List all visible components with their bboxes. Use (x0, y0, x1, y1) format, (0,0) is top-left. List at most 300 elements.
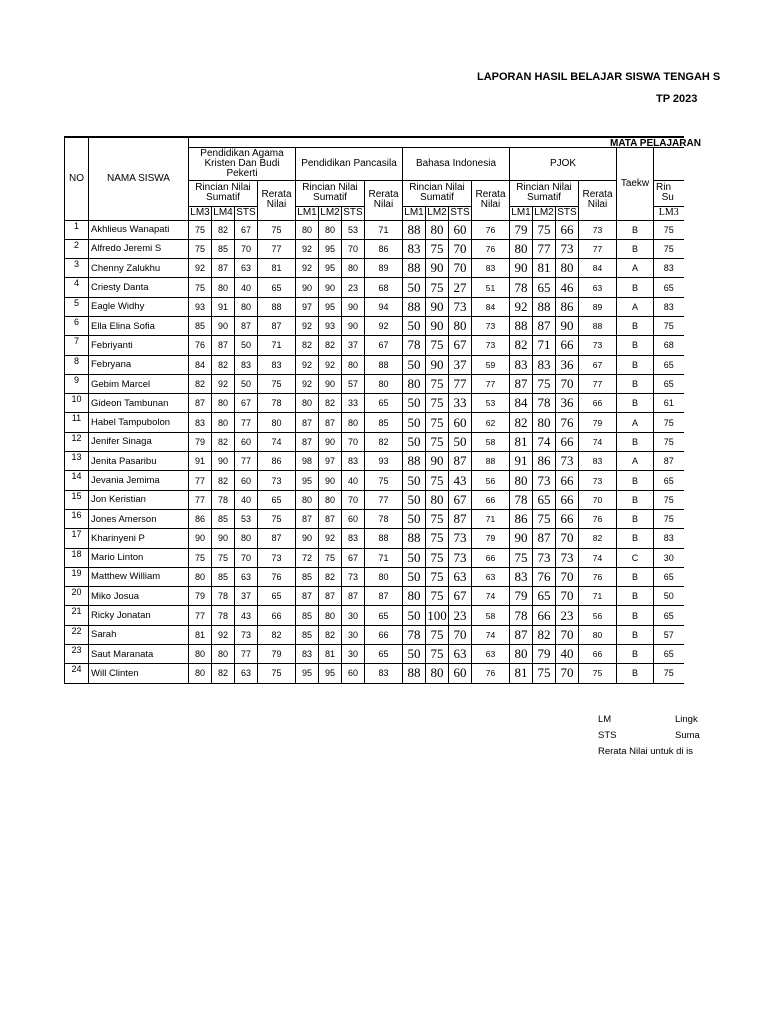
table-row (65, 548, 684, 567)
grade-cell: 73 (342, 567, 365, 586)
table-row (65, 394, 684, 413)
grade-cell: 71 (533, 336, 556, 355)
grade-cell: 71 (258, 336, 296, 355)
student-name: Jon Keristian (89, 490, 189, 509)
grade-cell: 70 (235, 548, 258, 567)
grade-cell: 77 (258, 239, 296, 258)
row-number: 8 (65, 355, 89, 374)
grade-cell: 43 (449, 471, 472, 490)
grade-cell: 76 (556, 413, 579, 432)
subject-bahasa-indonesia: Bahasa Indonesia (403, 147, 510, 180)
grade-cell: B (617, 239, 654, 258)
grade-cell: 37 (342, 336, 365, 355)
grade-cell: 76 (579, 509, 617, 528)
grade-cell: 87 (296, 509, 319, 528)
grade-cell: 85 (296, 606, 319, 625)
grade-cell: 90 (319, 432, 342, 451)
grade-cell: 63 (472, 567, 510, 586)
table-row (65, 567, 684, 586)
grade-cell: 83 (296, 645, 319, 664)
grade-cell: 87 (319, 413, 342, 432)
grade-cell: 91 (510, 452, 533, 471)
grade-cell: 65 (365, 606, 403, 625)
sub-lm1-pjok: LM1 (511, 207, 531, 218)
grade-cell: 80 (212, 645, 235, 664)
grade-cell: 82 (510, 336, 533, 355)
grade-cell: 58 (472, 606, 510, 625)
grade-cell: 66 (579, 394, 617, 413)
grade-cell: 40 (235, 490, 258, 509)
grade-cell: 76 (579, 567, 617, 586)
grade-cell: 66 (533, 606, 556, 625)
grade-cell: 71 (365, 548, 403, 567)
student-name: Habel Tampubolon (89, 413, 189, 432)
row-number: 23 (65, 645, 89, 664)
grade-cell: 90 (556, 316, 579, 335)
grade-cell: 81 (510, 664, 533, 683)
grade-cell: 65 (654, 374, 684, 393)
rincian-cut: Rin Su (654, 180, 684, 206)
grade-cell: 65 (654, 606, 684, 625)
student-name: Matthew William (89, 567, 189, 586)
grade-cell: 75 (533, 220, 556, 239)
grade-cell: 75 (533, 509, 556, 528)
grade-cell: 75 (654, 490, 684, 509)
grade-cell: 87 (189, 394, 212, 413)
grade-cell: 77 (579, 374, 617, 393)
grade-cell: 73 (533, 548, 556, 567)
grade-cell: 80 (365, 374, 403, 393)
grade-cell: 50 (403, 413, 426, 432)
table-row (65, 259, 684, 278)
grade-cell: 79 (472, 529, 510, 548)
grade-cell: 78 (212, 490, 235, 509)
grade-cell: 87 (296, 587, 319, 606)
grade-cell: 50 (403, 567, 426, 586)
grade-cell: 72 (296, 548, 319, 567)
grade-cell: 85 (189, 316, 212, 335)
row-number: 19 (65, 567, 89, 586)
grade-cell: 74 (472, 587, 510, 606)
grade-cell: 70 (342, 239, 365, 258)
grade-cell: 75 (426, 587, 449, 606)
grade-cell: 88 (403, 259, 426, 278)
grade-cell: 90 (426, 297, 449, 316)
grade-cell: 60 (342, 664, 365, 683)
grade-cell: 85 (365, 413, 403, 432)
grade-cell: 92 (296, 259, 319, 278)
grade-cell: 85 (212, 239, 235, 258)
grade-cell: 80 (296, 394, 319, 413)
table-row (65, 452, 684, 471)
grade-cell: 80 (258, 413, 296, 432)
grade-cell: 88 (403, 452, 426, 471)
grade-cell: 70 (556, 529, 579, 548)
grade-cell: 90 (426, 355, 449, 374)
grade-cell: 77 (579, 239, 617, 258)
grade-cell: 82 (258, 625, 296, 644)
student-name: Akhlieus Wanapati (89, 220, 189, 239)
row-number: 18 (65, 548, 89, 567)
grade-cell: 66 (258, 606, 296, 625)
grade-cell: 74 (579, 548, 617, 567)
grade-cell: 75 (654, 413, 684, 432)
grade-cell: 88 (510, 316, 533, 335)
grade-cell: 75 (189, 548, 212, 567)
sub-lm1-bahasa: LM1 (404, 207, 424, 218)
grade-cell: 77 (235, 645, 258, 664)
grade-cell: 60 (449, 664, 472, 683)
grade-cell: 67 (235, 394, 258, 413)
grade-cell: B (617, 374, 654, 393)
student-name: Jevania Jemima (89, 471, 189, 490)
grade-cell: 82 (212, 432, 235, 451)
grade-cell: 79 (533, 645, 556, 664)
grade-cell: 90 (212, 452, 235, 471)
grade-cell: 63 (235, 259, 258, 278)
row-number: 21 (65, 606, 89, 625)
grade-cell: 87 (449, 509, 472, 528)
grade-cell: B (617, 606, 654, 625)
grades-body (65, 220, 684, 683)
grade-cell: 53 (472, 394, 510, 413)
grade-cell: 59 (472, 355, 510, 374)
student-name: Febryana (89, 355, 189, 374)
grade-cell: 75 (426, 278, 449, 297)
grade-cell: 92 (296, 316, 319, 335)
grade-cell: 87 (258, 316, 296, 335)
grade-cell: 87 (212, 259, 235, 278)
grade-cell: 80 (533, 413, 556, 432)
grade-cell: 83 (403, 239, 426, 258)
grade-cell: 66 (556, 509, 579, 528)
grade-cell: 81 (189, 625, 212, 644)
grade-cell: 87 (319, 587, 342, 606)
grade-cell: 91 (212, 297, 235, 316)
grade-cell: 90 (342, 316, 365, 335)
rincian-agama: Rincian Nilai Sumatif (189, 180, 258, 206)
grade-cell: B (617, 336, 654, 355)
student-name: Kharinyeni P (89, 529, 189, 548)
grade-cell: 94 (365, 297, 403, 316)
grade-cell: 80 (342, 355, 365, 374)
grade-cell: 37 (449, 355, 472, 374)
grade-cell: 80 (449, 316, 472, 335)
grade-cell: 92 (319, 355, 342, 374)
grade-cell: 83 (510, 567, 533, 586)
grade-cell: 86 (510, 509, 533, 528)
grade-cell: 65 (654, 567, 684, 586)
grade-cell: 92 (296, 239, 319, 258)
grade-cell: B (617, 278, 654, 297)
row-number: 17 (65, 529, 89, 548)
grade-cell: 65 (533, 278, 556, 297)
grade-cell: 50 (403, 490, 426, 509)
grade-cell: 80 (426, 664, 449, 683)
grade-cell: 36 (556, 394, 579, 413)
grade-cell: 93 (365, 452, 403, 471)
grade-cell: 50 (403, 606, 426, 625)
header-no: NO (65, 137, 89, 220)
row-number: 11 (65, 413, 89, 432)
grade-cell: 71 (579, 587, 617, 606)
grade-cell: B (617, 316, 654, 335)
grade-cell: 27 (449, 278, 472, 297)
grade-cell: 85 (212, 509, 235, 528)
grade-cell: 90 (296, 278, 319, 297)
grade-cell: 71 (365, 220, 403, 239)
table-row (65, 432, 684, 451)
grade-cell: 83 (472, 259, 510, 278)
grade-cell: 90 (296, 529, 319, 548)
rerata-agama: Rerata Nilai (258, 180, 296, 220)
grade-cell: 82 (189, 374, 212, 393)
grade-cell: 84 (579, 259, 617, 278)
grade-cell: 77 (365, 490, 403, 509)
student-name: Eagle Widhy (89, 297, 189, 316)
grade-cell: 74 (258, 432, 296, 451)
grade-cell: 30 (342, 625, 365, 644)
row-number: 4 (65, 278, 89, 297)
grade-cell: 82 (319, 336, 342, 355)
grade-cell: 75 (426, 471, 449, 490)
grade-cell: 88 (258, 297, 296, 316)
grade-cell: 75 (426, 413, 449, 432)
grade-cell: 86 (556, 297, 579, 316)
grade-cell: 87 (449, 452, 472, 471)
grade-cell: 73 (449, 548, 472, 567)
grade-cell: 68 (365, 278, 403, 297)
rincian-pancasila: Rincian Nilai Sumatif (296, 180, 365, 206)
grade-cell: 80 (403, 374, 426, 393)
grade-cell: 81 (510, 432, 533, 451)
grade-cell: 79 (510, 587, 533, 606)
row-number: 12 (65, 432, 89, 451)
grade-cell: 73 (449, 529, 472, 548)
grade-cell: 75 (533, 374, 556, 393)
grade-cell: 90 (319, 471, 342, 490)
grade-cell: 78 (403, 625, 426, 644)
row-number: 20 (65, 587, 89, 606)
grade-cell: 73 (556, 548, 579, 567)
table-row (65, 316, 684, 335)
grade-cell: 65 (258, 587, 296, 606)
grade-cell: 73 (579, 471, 617, 490)
grade-cell: B (617, 567, 654, 586)
grade-cell: 73 (472, 316, 510, 335)
table-row (65, 278, 684, 297)
grade-cell: 75 (365, 471, 403, 490)
grade-cell: 70 (579, 490, 617, 509)
grade-cell: 75 (258, 509, 296, 528)
grade-cell: 23 (342, 278, 365, 297)
grade-cell: 86 (189, 509, 212, 528)
grade-cell: A (617, 413, 654, 432)
grade-cell: 90 (319, 374, 342, 393)
grade-cell: 95 (296, 471, 319, 490)
rincian-bahasa: Rincian Nilai Sumatif (403, 180, 472, 206)
grade-cell: B (617, 355, 654, 374)
subject-pjok: PJOK (510, 147, 617, 180)
grade-cell: 66 (365, 625, 403, 644)
grade-cell: 75 (426, 394, 449, 413)
grade-cell: 75 (426, 509, 449, 528)
grade-cell: 80 (296, 220, 319, 239)
grade-cell: 78 (212, 606, 235, 625)
grade-cell: 85 (296, 567, 319, 586)
grade-cell: 56 (579, 606, 617, 625)
sub-sts-agama: STS (236, 207, 256, 218)
grade-cell: 50 (403, 316, 426, 335)
grade-cell: 84 (189, 355, 212, 374)
row-number: 14 (65, 471, 89, 490)
note-rerata: Rerata Nilai untuk di is (598, 746, 694, 757)
grade-cell: 90 (342, 297, 365, 316)
grade-cell: 57 (342, 374, 365, 393)
grade-cell: 80 (189, 567, 212, 586)
grade-cell: 83 (654, 259, 684, 278)
grade-cell: 66 (556, 471, 579, 490)
grade-cell: 75 (426, 567, 449, 586)
grade-cell: 80 (510, 645, 533, 664)
grade-cell: 83 (342, 452, 365, 471)
grade-cell: 75 (189, 278, 212, 297)
grade-cell: 78 (533, 394, 556, 413)
grade-cell: 90 (212, 316, 235, 335)
grade-cell: 77 (189, 490, 212, 509)
grade-cell: 80 (510, 239, 533, 258)
grade-cell: 80 (235, 529, 258, 548)
grade-cell: 66 (472, 548, 510, 567)
grade-cell: 87 (296, 432, 319, 451)
grade-cell: 79 (510, 220, 533, 239)
grade-cell: 23 (556, 606, 579, 625)
grade-cell: 80 (235, 297, 258, 316)
grade-cell: 65 (533, 490, 556, 509)
note-sts-key: STS (598, 730, 617, 741)
grade-cell: 50 (403, 509, 426, 528)
grade-cell: 87 (365, 587, 403, 606)
grade-cell: 93 (319, 316, 342, 335)
row-number: 24 (65, 664, 89, 683)
grade-cell: 73 (556, 239, 579, 258)
grade-cell: 90 (426, 452, 449, 471)
grade-cell: 88 (472, 452, 510, 471)
grade-cell: 70 (556, 567, 579, 586)
grade-cell: 83 (189, 413, 212, 432)
sub-lm3-agama: LM3 (190, 207, 210, 218)
grade-cell: 81 (533, 259, 556, 278)
grade-cell: 83 (654, 529, 684, 548)
grade-cell: 73 (579, 336, 617, 355)
grade-cell: 80 (426, 220, 449, 239)
grade-cell: 75 (654, 220, 684, 239)
sub-lm2-bahasa: LM2 (427, 207, 447, 218)
grade-cell: 65 (654, 355, 684, 374)
grade-cell: 83 (579, 452, 617, 471)
grade-cell: 30 (342, 606, 365, 625)
grade-cell: 75 (426, 645, 449, 664)
grade-cell: 67 (365, 336, 403, 355)
grade-cell: 80 (212, 413, 235, 432)
grade-cell: A (617, 297, 654, 316)
grade-cell: 83 (510, 355, 533, 374)
mata-pelajaran-header: MATA PELAJARAN (610, 138, 701, 149)
student-name: Alfredo Jeremi S (89, 239, 189, 258)
grade-cell: 70 (235, 239, 258, 258)
grade-cell: 50 (403, 471, 426, 490)
table-row (65, 374, 684, 393)
student-name: Febriyanti (89, 336, 189, 355)
grade-cell: 74 (472, 625, 510, 644)
report-subtitle: TP 2023 (656, 93, 698, 105)
grade-cell: 90 (212, 529, 235, 548)
subject-agama: Pendidikan Agama Kristen Dan Budi Pekerti (189, 147, 296, 180)
grade-cell: 76 (472, 239, 510, 258)
grade-cell: 83 (258, 355, 296, 374)
grade-cell: 50 (235, 374, 258, 393)
table-row (65, 413, 684, 432)
grade-cell: 67 (449, 336, 472, 355)
grades-table (64, 136, 684, 684)
row-number: 10 (65, 394, 89, 413)
table-row (65, 220, 684, 239)
grade-cell: A (617, 259, 654, 278)
grade-cell: 67 (449, 490, 472, 509)
grade-cell: 33 (449, 394, 472, 413)
grade-cell: 88 (579, 316, 617, 335)
grade-cell: 76 (258, 567, 296, 586)
grade-cell: 67 (342, 548, 365, 567)
grade-cell: 83 (533, 355, 556, 374)
grade-cell: 91 (189, 452, 212, 471)
grade-cell: 81 (258, 259, 296, 278)
grade-cell: 46 (556, 278, 579, 297)
grade-cell: 50 (403, 355, 426, 374)
grade-cell: B (617, 471, 654, 490)
grade-cell: 88 (403, 664, 426, 683)
rincian-pjok: Rincian Nilai Sumatif (510, 180, 579, 206)
grade-cell: 87 (296, 413, 319, 432)
grade-cell: 95 (319, 259, 342, 278)
grade-cell: 65 (533, 587, 556, 606)
grade-cell: 67 (579, 355, 617, 374)
grade-cell: 77 (235, 452, 258, 471)
grade-cell: 75 (426, 548, 449, 567)
grade-cell: 66 (556, 220, 579, 239)
grade-cell: 83 (365, 664, 403, 683)
grade-cell: 56 (472, 471, 510, 490)
grade-cell: B (617, 509, 654, 528)
grade-cell: 84 (510, 394, 533, 413)
grade-cell: 75 (258, 220, 296, 239)
grade-cell: 63 (472, 645, 510, 664)
grade-cell: 73 (556, 452, 579, 471)
subject-taekwondo: Taekw (617, 147, 654, 220)
grade-cell: 95 (319, 297, 342, 316)
grade-cell: 50 (403, 394, 426, 413)
grade-cell: 88 (365, 355, 403, 374)
table-row (65, 471, 684, 490)
grade-cell: 88 (403, 297, 426, 316)
grade-cell: 65 (654, 645, 684, 664)
grade-cell: 66 (556, 490, 579, 509)
student-name: Will Clinten (89, 664, 189, 683)
table-row (65, 355, 684, 374)
grade-cell: 73 (235, 625, 258, 644)
grade-cell: 74 (533, 432, 556, 451)
grade-cell: 70 (449, 625, 472, 644)
